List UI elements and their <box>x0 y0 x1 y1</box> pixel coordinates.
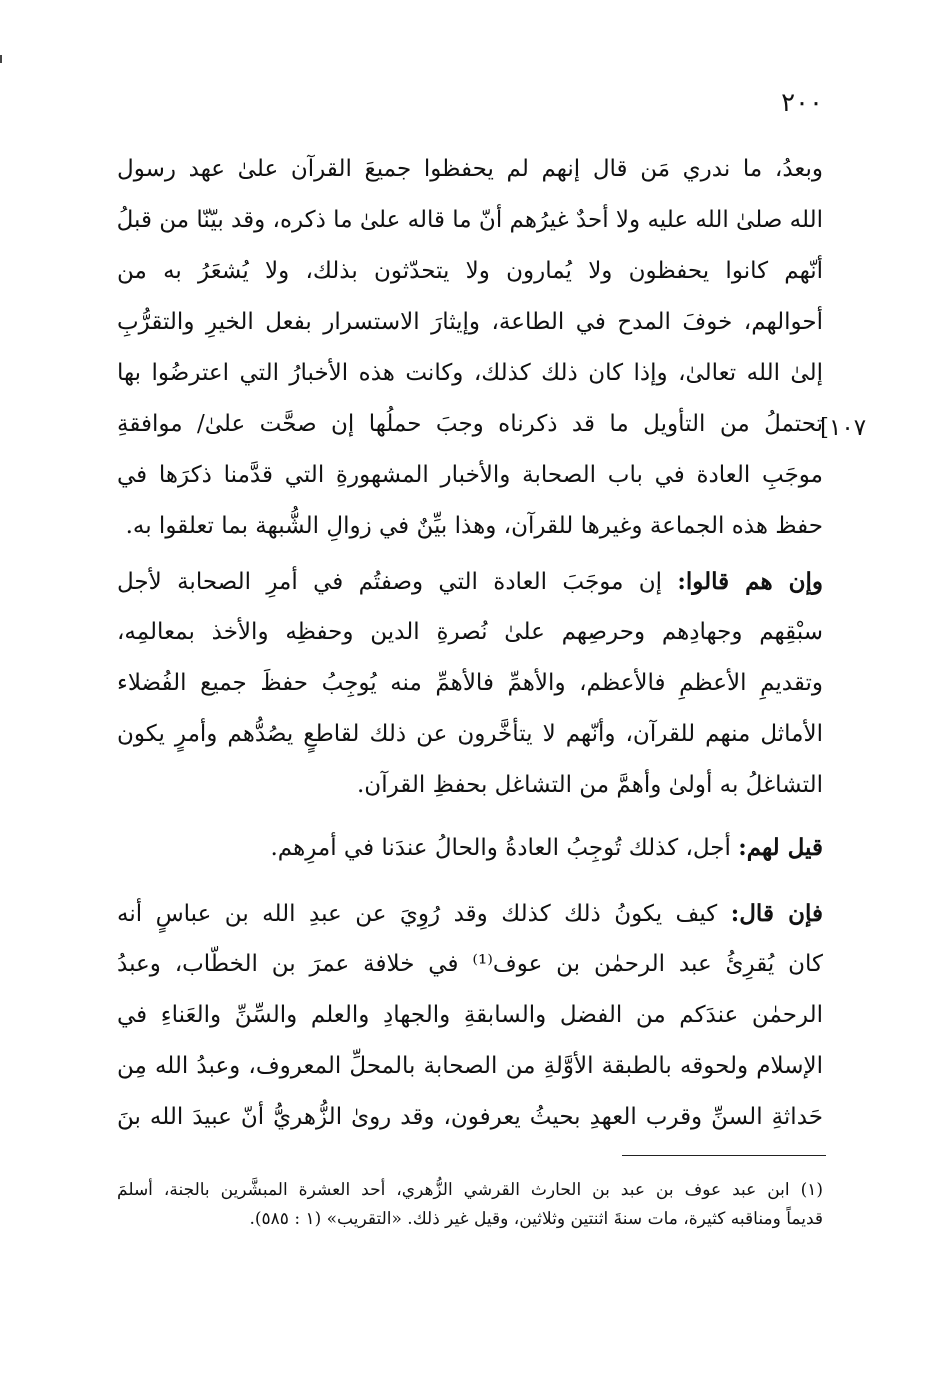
footnote-line: (١) ابن عبد عوف بن عبد بن الحارث القرشي الزُّهري، أحد العشرة المبشَّرين بالجنة، أسلمَ <box>117 1180 823 1200</box>
paragraph-line-text: إن موجَبَ العادة التي وصفتُم في أمرِ الصحابة لأجل <box>117 569 663 595</box>
paragraph-line: سبْقِهم وجهادِهم وحرصِهم علىٰ نُصرةِ الدين وحفظِه والأخذ بمعالمِه، <box>117 619 823 645</box>
paragraph-2 <box>117 556 823 811</box>
paragraph-lead: قيل لهم: <box>738 834 823 861</box>
paragraph-line: التشاغلُ به أولىٰ وأهمَّ من التشاغل بحفظِ القرآن. <box>357 772 823 798</box>
paragraph-line <box>117 822 823 873</box>
paragraph-line: أحوالهم، خوفَ المدح في الطاعة، وإيثارَ الاستسرار بفعل الخيرِ والتقرُّبِ <box>117 309 823 335</box>
paragraph-line-text: كيف يكونُ ذلك كذلك وقد رُوِيَ عن عبدِ الله بن عباسٍ أنه <box>117 901 718 927</box>
paragraph-line: تحتملُ من التأويل ما قد ذكرناه وجبَ حملُها إن صحَّت علىٰ/ موافقةِ <box>117 411 823 437</box>
paragraph-lead: وإن هم قالوا: <box>677 568 823 595</box>
paragraph-line: الله صلىٰ الله عليه ولا أحدٌ غيرُهم أنّ ما قاله علىٰ ما ذكره، وقد بيّنّا من قبلُ <box>117 207 823 233</box>
paragraph-line: وتقديمِ الأعظمِ فالأعظم، والأهمِّ فالأهمِّ منه يُوجِبُ حفظَ جميع الفُضلاء <box>117 670 823 696</box>
edge-mark <box>0 55 2 63</box>
paragraph-line: حَداثةِ السنِّ وقرب العهدِ بحيثُ يعرفون، وقد روىٰ الزُّهريُّ أنّ عبيدَ الله بنَ <box>117 1104 823 1130</box>
paragraph-line: أنّهم كانوا يحفظون ولا يُمارون ولا يتحدّثون بذلك، ولا يُشعَرُ به من <box>117 258 823 284</box>
paragraph-3 <box>117 822 823 873</box>
footnote-line: قديماً ومناقبه كثيرة، مات سنةَ اثنتين وثلاثين، وقيل غير ذلك. «التقريب» (١ : ٥٨٥). <box>249 1209 823 1229</box>
paragraph-line-text: أجل، كذلك تُوجِبُ العادةُ والحالُ عندَنا في أمرِهم. <box>270 835 731 861</box>
paragraph-line: كان يُقرِئُ عبد الرحمٰن بن عوف⁽¹⁾ في خلافة عمرَ بن الخطّاب، وعبدُ <box>117 951 823 977</box>
paragraph-lead: فإن قال: <box>730 900 823 927</box>
paragraph-line: حفظ هذه الجماعة وغيرها للقرآن، وهذا بيِّنٌ في زوالِ الشُّبهة بما تعلقوا به. <box>125 513 823 539</box>
paragraph-1 <box>117 144 823 552</box>
paragraph-line: الأماثل منهم للقرآن، وأنّهم لا يتأخَّرون عن ذلك لقاطعٍ يصُدُّهم وأمرٍ يكون <box>117 721 823 747</box>
paragraph-line <box>117 888 823 939</box>
paragraph-line: الرحمٰن عندَكم من الفضل والسابقةِ والجهادِ والعلم والسِّنِّ والعَناءِ في <box>117 1002 823 1028</box>
footnote-divider <box>622 1155 826 1156</box>
paragraph-line <box>117 556 823 607</box>
footnote <box>117 1176 823 1234</box>
page-number: ٢٠٠ <box>781 88 823 118</box>
paragraph-4 <box>117 888 823 1143</box>
paragraph-line: وبعدُ، ما ندري مَن قال إنهم لم يحفظوا جميعَ القرآن علىٰ عهد رسول <box>117 156 823 182</box>
paragraph-line: موجَبِ العادة في باب الصحابة والأخبار المشهورةِ التي قدَّمنا ذكرَها في <box>117 462 823 488</box>
paragraph-line: إلىٰ الله تعالىٰ، وإذا كان ذلك كذلك، وكانت هذه الأخبارُ التي اعترضُوا بها <box>117 360 823 386</box>
margin-page-marker: [١٠٧ <box>820 415 867 441</box>
paragraph-line: الإسلام ولحوقه بالطبقة الأوَّلةِ من الصحابة بالمحلِّ المعروف، وعبدُ الله مِن <box>117 1053 823 1079</box>
